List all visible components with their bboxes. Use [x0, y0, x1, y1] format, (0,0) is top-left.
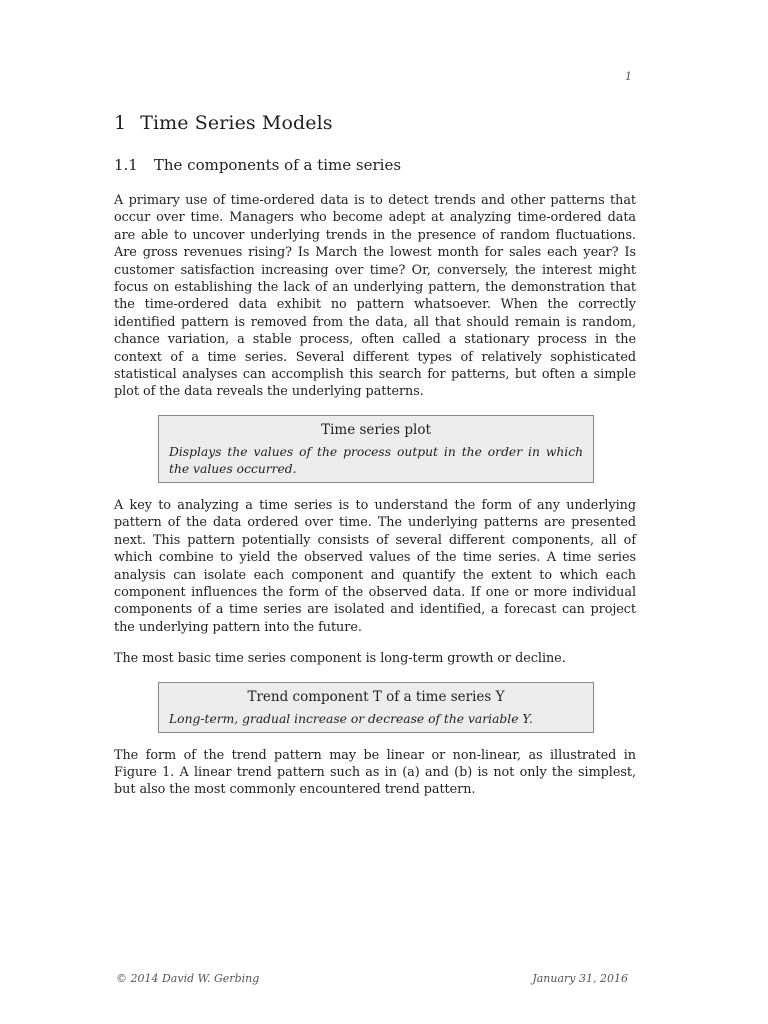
page-number: 1	[625, 70, 632, 83]
section-heading	[114, 112, 636, 134]
definition-title: Time series plot	[321, 421, 431, 438]
document-body	[114, 112, 636, 813]
page-footer	[116, 972, 628, 985]
section-number: 1	[114, 112, 127, 134]
definition-box-time-series-plot	[158, 415, 594, 483]
paragraph-intro: A primary use of time-ordered data is to detect trends and other patterns that occur over time. Managers who become adept at analyzing time-ordered data are able to uncover underlying trends in the presence of random fluctuations. Are gross revenues rising? Is March the lowest month for sales each year? Is customer satisfaction increasing over time? Or, conversely, the interest might focus on establishing the lack of an underlying pattern, the demonstration that the time-ordered data exhibit no pattern whatsoever. When the correctly identified pattern is removed from the data, all that should remain is random, chance variation, a stable process, often called a stationary process in the context of a time series. Several different types of relatively sophisticated statistical analyses can accomplish this search for patterns, but often a simple plot of the data reveals the underlying patterns.	[114, 193, 636, 400]
footer-date: January 31, 2016	[532, 972, 628, 985]
paragraph-trend-form: The form of the trend pattern may be linear or non-linear, as illustrated in Figure 1. A linear trend pattern such as in (a) and (b) is not only the simplest, but also the most commonly encountered trend pattern.	[114, 747, 636, 798]
footer-copyright: © 2014 David W. Gerbing	[116, 972, 260, 985]
definition-title: Trend component T of a time series Y	[247, 688, 505, 705]
definition-box-trend-component	[158, 682, 594, 733]
subsection-title: The components of a time series	[153, 156, 402, 174]
subsection-number: 1.1	[114, 156, 138, 174]
section-title: Time Series Models	[140, 112, 333, 134]
definition-text: Long-term, gradual increase or decrease of the variable Y.	[169, 711, 533, 726]
subsection-heading	[114, 156, 636, 174]
paragraph-basic-component: The most basic time series component is long-term growth or decline.	[114, 651, 566, 667]
paragraph-patterns: A key to analyzing a time series is to understand the form of any underlying pattern of the data ordered over time. The underlying patterns are presented next. This pattern potentially consists of several different components, all of which combine to yield the observed values of the time series. A time series analysis can isolate each component and quantify the extent to which each component influences the form of the observed data. If one or more individual components of a time series are isolated and identified, a forecast can project the underlying pattern into the future.	[114, 497, 636, 635]
definition-text: Displays the values of the process output in the order in which the values occurred.	[169, 444, 583, 476]
